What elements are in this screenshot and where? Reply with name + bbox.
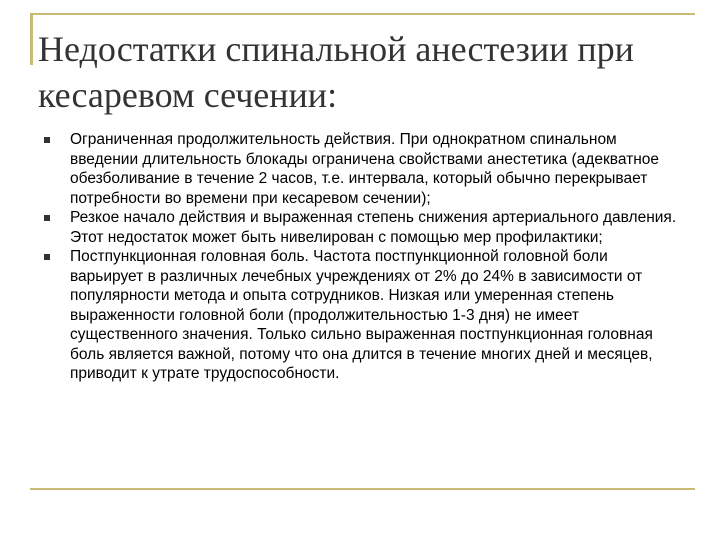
square-bullet-icon bbox=[44, 137, 50, 143]
decorative-vertical-line bbox=[30, 13, 33, 65]
list-item bbox=[42, 130, 682, 208]
bullet-text: Постпункционная головная боль. Частота постпункционной головной боли варьирует в различных лечебных учреждениях от 2% до 24% в зависимости от популярности метода и опыта сотрудников. Низкая или умеренная степень выраженности головной боли (продолжительностью 1-3 дня) не имеет существенного значения. Только сильно выраженная постпункционная головная боль является важной, потому что она длится в течение многих дней и месяцев, приводит к утрате трудоспособности. bbox=[70, 248, 653, 382]
list-item bbox=[42, 247, 682, 384]
decorative-bottom-line bbox=[30, 488, 695, 490]
bullet-text: Резкое начало действия и выраженная степень снижения артериального давления. Этот недостаток может быть нивелирован с помощью мер профилактики; bbox=[70, 209, 677, 246]
slide-title: Недостатки спинальной анестезии при кесаревом сечении: bbox=[38, 29, 634, 115]
decorative-top-line bbox=[30, 13, 695, 15]
list-item bbox=[42, 208, 682, 247]
square-bullet-icon bbox=[44, 254, 50, 260]
bullet-list bbox=[42, 130, 682, 384]
bullet-text: Ограниченная продолжительность действия. При однократном спинальном введении длительность блокады ограничена свойствами анестетика (адекватное обезболивание в течение 2 часов, т.е. интервала, который обычно перекрывает потребности во времени при кесаревом сечении); bbox=[70, 131, 659, 207]
square-bullet-icon bbox=[44, 215, 50, 221]
